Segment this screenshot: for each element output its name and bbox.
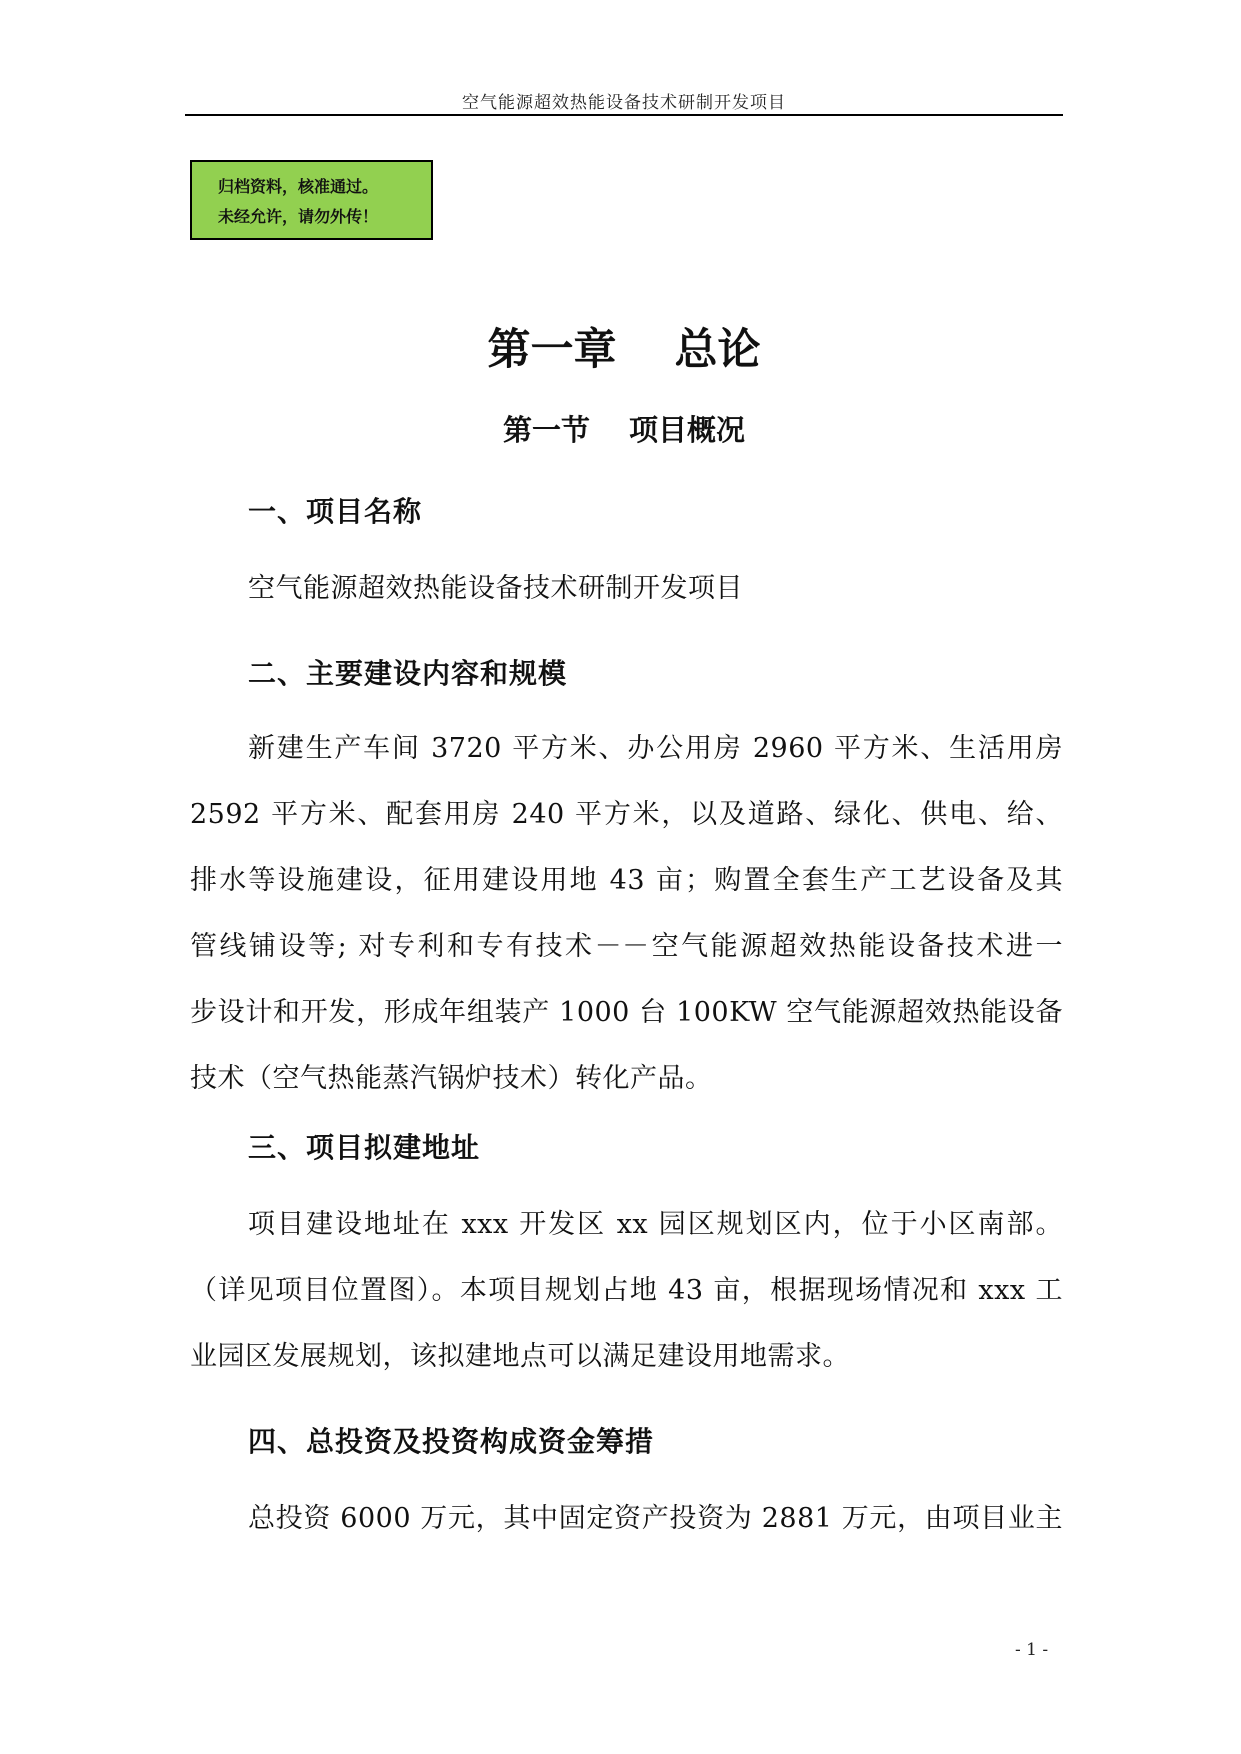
stamp-line-1: 归档资料，核准通过。 [218,177,379,196]
heading-construction-scale: 二、主要建设内容和规模 [248,657,568,690]
section-title: 第一节 项目概况 [502,413,746,447]
paragraph-line: 管线铺设等; 对专利和专有技术－－空气能源超效热能设备技术进一 [190,931,1063,962]
paragraph-line: 步设计和开发，形成年组装产 1000 台 100KW 空气能源超效热能设备 [190,997,1063,1028]
paragraph-line: 技术（空气热能蒸汽锅炉技术）转化产品。 [190,1063,713,1094]
heading-project-site: 三、项目拟建地址 [248,1131,481,1164]
paragraph-investment [190,1486,1063,1552]
page-number: - 1 - [1015,1640,1049,1660]
paragraph-line: 总投资 6000 万元，其中固定资产投资为 2881 万元，由项目业主 [248,1503,1063,1534]
paragraph-project-site [190,1192,1063,1390]
header-rule [185,114,1063,116]
paragraph-line: 空气能源超效热能设备技术研制开发项目 [248,573,743,604]
paragraph-line: 排水等设施建设，征用建设用地 43 亩；购置全套生产工艺设备及其 [190,865,1063,896]
chapter-title: 第一章 总论 [487,325,761,375]
paragraph-line: 2592 平方米、配套用房 240 平方米，以及道路、绿化、供电、给、 [190,799,1063,830]
paragraph-project-name [190,556,1063,622]
paragraph-line: 项目建设地址在 xxx 开发区 xx 园区规划区内，位于小区南部。 [248,1209,1063,1240]
heading-investment: 四、总投资及投资构成资金筹措 [248,1425,655,1458]
paragraph-line: 新建生产车间 3720 平方米、办公用房 2960 平方米、生活用房 [248,733,1063,764]
archive-stamp [190,160,433,240]
heading-project-name: 一、项目名称 [248,495,423,528]
running-header: 空气能源超效热能设备技术研制开发项目 [462,93,786,113]
stamp-line-2: 未经允许，请勿外传！ [218,207,379,226]
paragraph-line: （详见项目位置图）。本项目规划占地 43 亩，根据现场情况和 xxx 工 [190,1275,1063,1306]
paragraph-line: 业园区发展规划，该拟建地点可以满足建设用地需求。 [190,1341,850,1372]
paragraph-construction-scale [190,716,1063,1112]
